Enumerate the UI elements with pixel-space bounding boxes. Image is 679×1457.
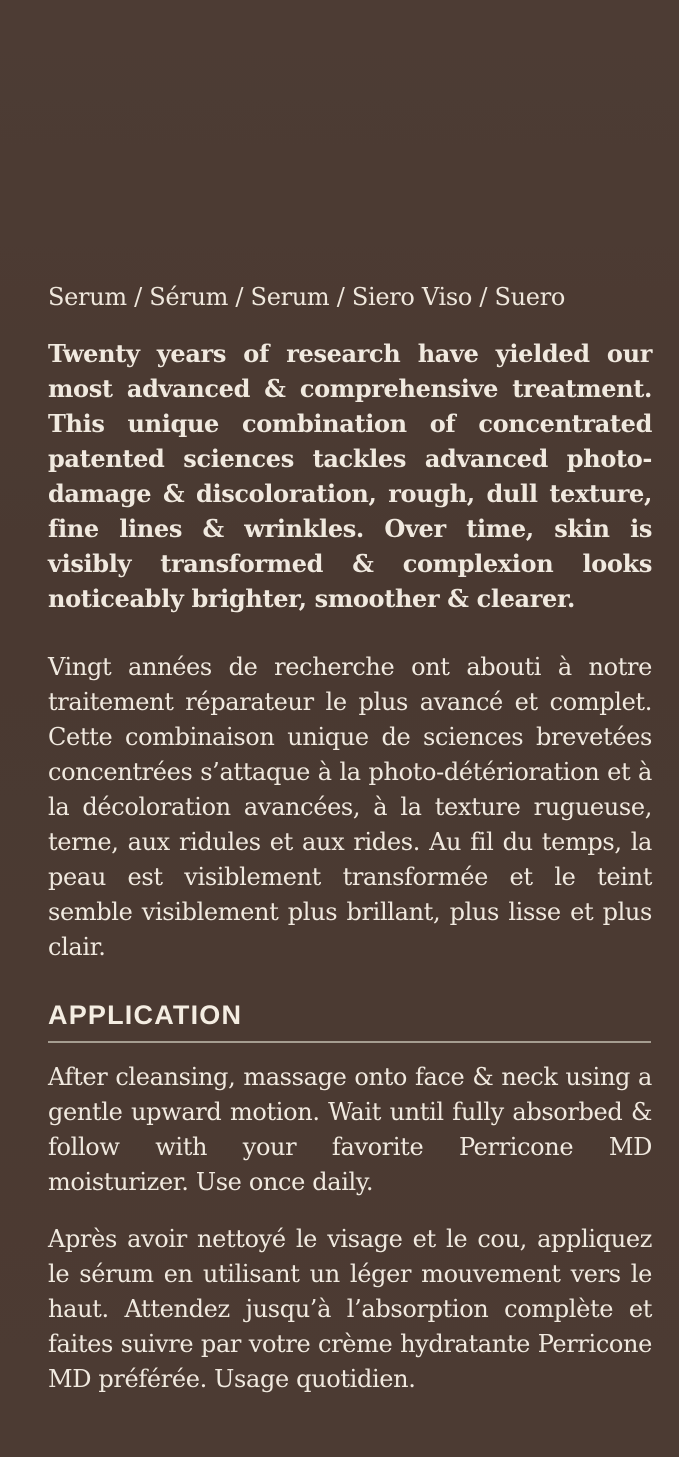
packaging-text-content — [48, 282, 652, 1397]
product-type-languages: Serum / Sérum / Serum / Siero Viso / Suero — [48, 283, 566, 311]
english-application-instructions: After cleansing, massage onto face & neck using a gentle upward motion. Wait until fully absorbed & follow with your favorite Perricone MD moisturizer. Use once daily. — [48, 1063, 652, 1196]
application-divider — [48, 1041, 651, 1043]
french-application-instructions: Après avoir nettoyé le visage et le cou, appliquez le sérum en utilisant un léger mouvement vers le haut. Attendez jusqu’à l’absorption complète et faites suivre par votre crème hydratante Perricone MD préférée. Usage quotidien. — [48, 1225, 652, 1393]
french-product-description: Vingt années de recherche ont abouti à notre traitement réparateur le plus avancé et complet. Cette combinaison unique de sciences brevetées concentrées s’attaque à la photo-détérioration et à la décoloration avancées, à la texture rugueuse, terne, aux ridules et aux rides. Au fil du temps, la peau est visiblement transformée et le teint semble visiblement plus brillant, plus lisse et plus clair. — [48, 653, 652, 961]
application-heading: APPLICATION — [48, 1000, 243, 1030]
english-product-description: Twenty years of research have yielded our most advanced & comprehensive treatment. This unique combination of concentrated patented sciences tackles advanced photo-damage & discoloration, rough, dull texture, fine lines & wrinkles. Over time, skin is visibly transformed & complexion looks noticeably brighter, smoother & clearer. — [48, 339, 652, 613]
